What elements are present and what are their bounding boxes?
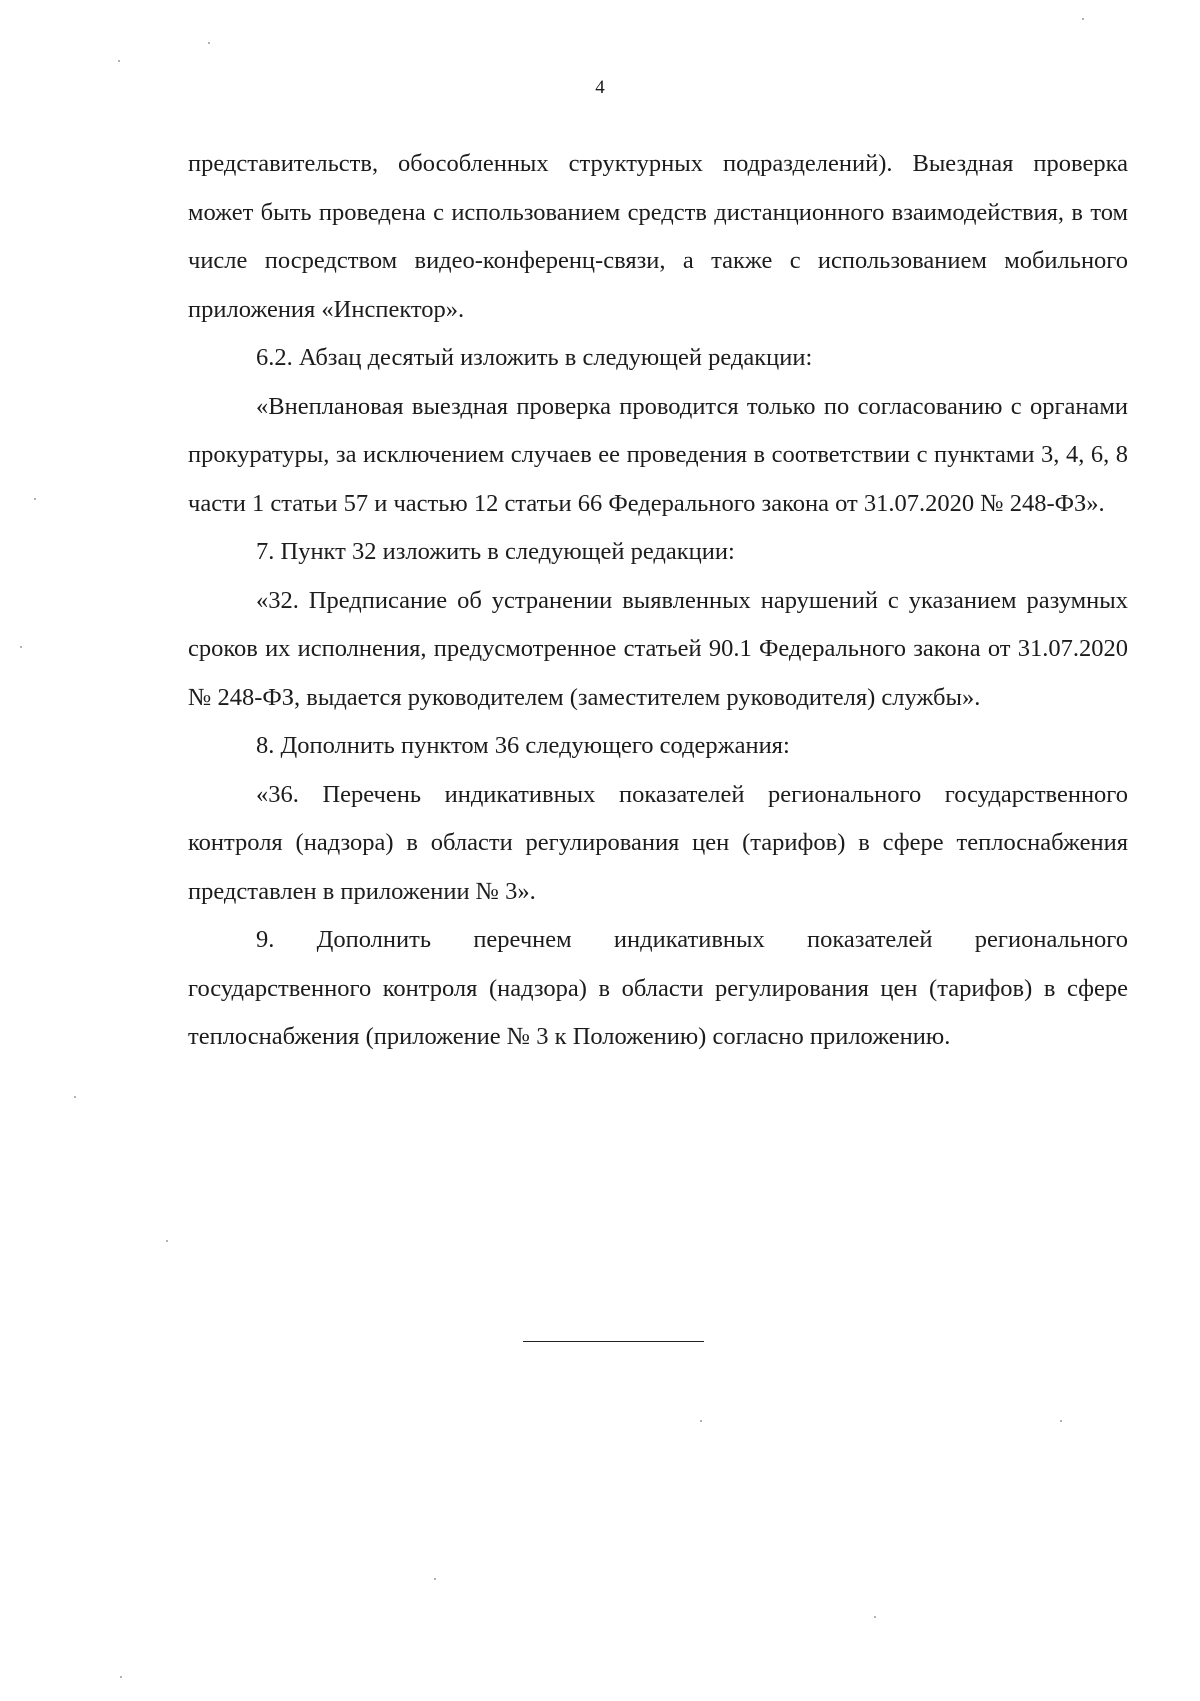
scan-speck — [20, 646, 22, 648]
paragraph-quote-unscheduled-inspection: «Внеплановая выездная проверка проводится только по согласованию с органами прокуратуры, за исключением случаев ее проведения в соответствии с пунктами 3, 4, 6, 8 части 1 статьи 57 и частью 12 статьи 66 Федерального закона от 31.07.2020 № 248-ФЗ». — [188, 392, 1128, 517]
scan-speck — [874, 1616, 876, 1618]
closing-rule — [523, 1341, 704, 1342]
paragraph-item-8: 8. Дополнить пунктом 36 следующего содержания: — [256, 732, 790, 759]
page-number: 4 — [595, 77, 605, 98]
paragraph-item-7: 7. Пункт 32 изложить в следующей редакции: — [256, 538, 735, 565]
paragraph-quote-32: «32. Предписание об устранении выявленных нарушений с указанием разумных сроков их исполнения, предусмотренное статьей 90.1 Федерального закона от 31.07.2020 № 248-ФЗ, выдается руководителем (заместителем руководителя) службы». — [188, 586, 1128, 711]
paragraph-item-6-2: 6.2. Абзац десятый изложить в следующей редакции: — [256, 344, 813, 371]
scan-speck — [118, 60, 120, 62]
scan-speck — [166, 1240, 168, 1242]
scan-speck — [120, 1676, 122, 1678]
document-body — [188, 140, 1128, 1062]
paragraph-quote-36: «36. Перечень индикативных показателей регионального государственного контроля (надзора) в области регулирования цен (тарифов) в сфере теплоснабжения представлен в приложении № 3». — [188, 780, 1128, 905]
scan-speck — [208, 42, 210, 44]
paragraph-continuation: представительств, обособленных структурных подразделений). Выездная проверка может быть проведена с использованием средств дистанционного взаимодействия, в том числе посредством видео-конференц-связи, а также с использованием мобильного приложения «Инспектор». — [188, 150, 1128, 323]
paragraph-item-9: 9. Дополнить перечнем индикативных показателей регионального государственного контроля (надзора) в области регулирования цен (тарифов) в сфере теплоснабжения (приложение № 3 к Положению) согласно приложению. — [188, 926, 1128, 1050]
scan-speck — [1082, 18, 1084, 20]
scan-speck — [1060, 1420, 1062, 1422]
scan-speck — [74, 1096, 76, 1098]
scan-speck — [34, 498, 36, 500]
scan-speck — [700, 1420, 702, 1422]
scan-speck — [434, 1578, 436, 1580]
